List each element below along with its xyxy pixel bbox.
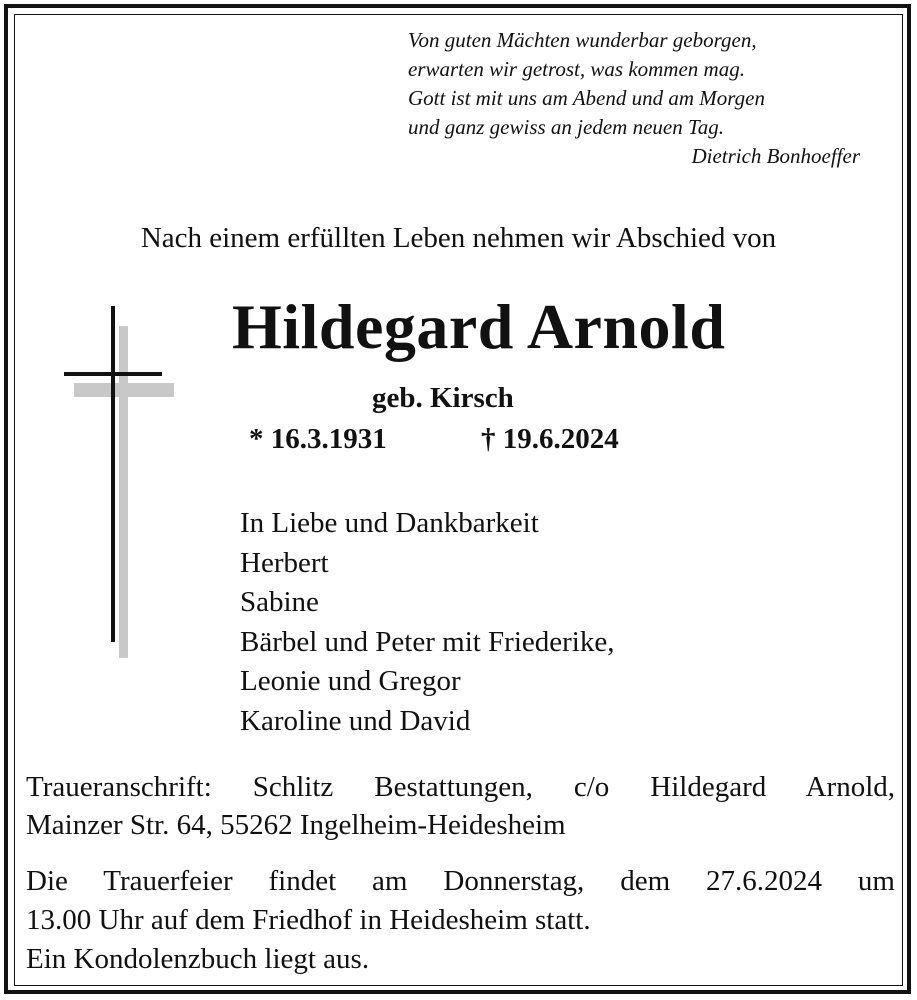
- quote-line: erwarten wir getrost, was kommen mag.: [408, 57, 745, 81]
- cross-shadow-horizontal: [74, 383, 174, 397]
- condolence-line: Ein Kondolenzbuch liegt aus.: [26, 943, 370, 975]
- address-line: Mainzer Str. 64, 55262 Ingelheim-Heidesheim: [26, 809, 566, 841]
- bonhoeffer-quote: [408, 26, 868, 171]
- funeral-info: [26, 862, 895, 979]
- birth-date: * 16.3.1931: [249, 423, 387, 455]
- deceased-name: Hildegard Arnold: [232, 291, 726, 362]
- family-line: Bärbel und Peter mit Friederike,: [240, 625, 615, 658]
- quote-line: Von guten Mächten wunderbar geborgen,: [408, 28, 757, 52]
- cross-vertical: [111, 306, 115, 642]
- death-date: † 19.6.2024: [481, 423, 619, 455]
- ceremony-line: Die Trauerfeier findet am Donnerstag, dem 27.6.2024 um: [26, 865, 895, 897]
- address-line: Traueranschrift: Schlitz Bestattungen, c/o Hildegard Arnold,: [26, 771, 895, 803]
- family-list: [240, 504, 614, 741]
- life-dates: [249, 423, 619, 456]
- family-line: Leonie und Gregor: [240, 665, 461, 697]
- family-line: Herbert: [240, 546, 329, 579]
- family-line: Karoline und David: [240, 704, 471, 737]
- cross-horizontal: [64, 372, 162, 376]
- intro-text: Nach einem erfüllten Leben nehmen wir Abschied von: [140, 222, 777, 254]
- quote-line: Gott ist mit uns am Abend und am Morgen: [408, 86, 765, 110]
- cross-icon: [64, 306, 176, 666]
- mourning-address: [26, 768, 895, 844]
- family-line: In Liebe und Dankbarkeit: [240, 507, 539, 539]
- ceremony-line: 13.00 Uhr auf dem Friedhof in Heidesheim statt.: [26, 904, 591, 936]
- family-line: Sabine: [240, 586, 319, 618]
- quote-line: und ganz gewiss an jedem neuen Tag.: [408, 115, 724, 139]
- quote-author: Dietrich Bonhoeffer: [691, 144, 860, 168]
- maiden-name: geb. Kirsch: [372, 382, 514, 414]
